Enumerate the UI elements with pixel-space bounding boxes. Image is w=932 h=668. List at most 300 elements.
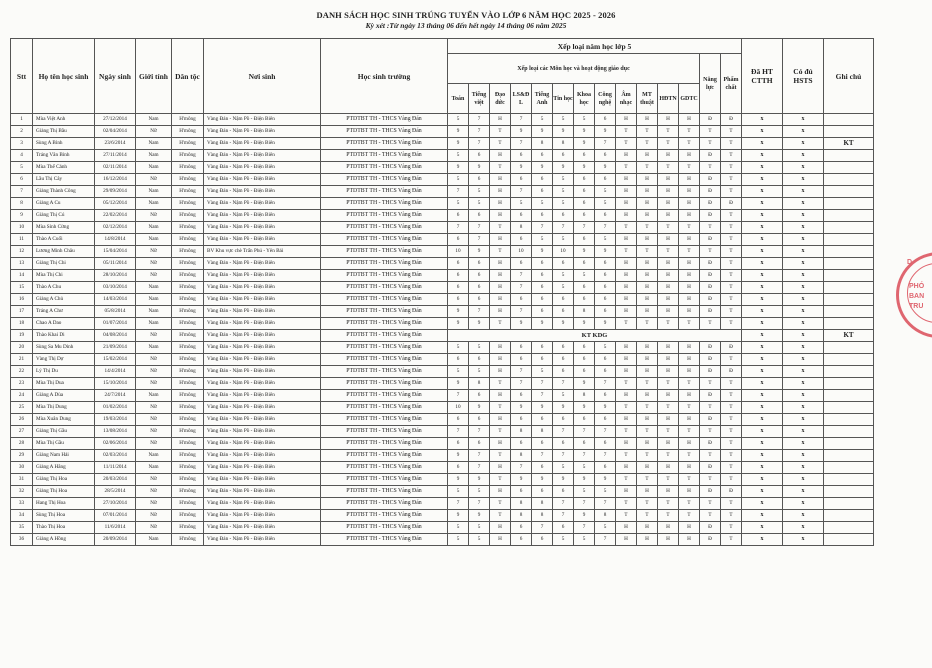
cell-gender: Nữ — [136, 402, 172, 414]
cell-subject: 6 — [469, 282, 490, 294]
cell-subject: 9 — [532, 318, 553, 330]
cell-gender: Nữ — [136, 510, 172, 522]
cell-subject: 6 — [553, 258, 574, 270]
cell-quality: T — [721, 222, 742, 234]
cell-ethnic: H'mông — [172, 366, 204, 378]
cell-subject: 6 — [595, 270, 616, 282]
cell-subject: 6 — [553, 486, 574, 498]
cell-dob: 02/12/2014 — [95, 222, 136, 234]
cell-ability: Đ — [700, 342, 721, 354]
cell-note — [824, 366, 874, 378]
cell-ability: T — [700, 426, 721, 438]
cell-subject: T — [679, 318, 700, 330]
cell-subject: H — [616, 234, 637, 246]
cell-name: Mùa Sinh Cừng — [33, 222, 95, 234]
cell-subject: 5 — [448, 534, 469, 546]
cell-ctth: x — [742, 210, 783, 222]
cell-subject: 6 — [574, 294, 595, 306]
cell-name: Mùa Thế Cảnh — [33, 162, 95, 174]
header-subject: Tiếng Anh — [532, 84, 553, 114]
cell-subject: H — [616, 438, 637, 450]
cell-gender: Nữ — [136, 210, 172, 222]
header-ability: Năng lực — [700, 54, 721, 114]
cell-subject: H — [637, 306, 658, 318]
cell-name: Giàng A Hồng — [33, 534, 95, 546]
cell-subject: 5 — [574, 114, 595, 126]
cell-subject: 6 — [532, 270, 553, 282]
cell-subject: 6 — [511, 258, 532, 270]
cell-subject: 8 — [511, 450, 532, 462]
cell-subject: H — [490, 294, 511, 306]
cell-dob: 16/12/2014 — [95, 174, 136, 186]
cell-subject: 5 — [595, 198, 616, 210]
cell-subject: 6 — [595, 306, 616, 318]
cell-subject: T — [616, 510, 637, 522]
cell-subject: T — [616, 162, 637, 174]
cell-subject: 5 — [553, 462, 574, 474]
cell-subject: 6 — [532, 438, 553, 450]
cell-subject: T — [490, 402, 511, 414]
cell-subject: H — [616, 282, 637, 294]
cell-subject: 6 — [469, 174, 490, 186]
cell-name: Chao A Dao — [33, 318, 95, 330]
cell-subject: 9 — [511, 318, 532, 330]
cell-subject: 6 — [574, 234, 595, 246]
cell-subject: T — [658, 498, 679, 510]
cell-subject: 7 — [469, 222, 490, 234]
cell-subject: H — [658, 366, 679, 378]
cell-quality: T — [721, 246, 742, 258]
cell-subject: T — [679, 378, 700, 390]
cell-subject: 6 — [448, 294, 469, 306]
cell-subject: 5 — [469, 198, 490, 210]
cell-stt: 19 — [11, 330, 33, 342]
cell-subject: 5 — [469, 534, 490, 546]
cell-subject: 7 — [532, 378, 553, 390]
cell-subject: 9 — [553, 318, 574, 330]
cell-subject: T — [637, 246, 658, 258]
cell-subject: H — [658, 294, 679, 306]
header-stt: Stt — [11, 39, 33, 114]
cell-subject: 7 — [511, 270, 532, 282]
cell-subject: 7 — [448, 498, 469, 510]
cell-subject: 9 — [448, 138, 469, 150]
cell-birthplace: Vàng Đán - Nậm Pồ - Điện Biên — [204, 402, 321, 414]
cell-stt: 15 — [11, 282, 33, 294]
cell-subject: 9 — [532, 126, 553, 138]
cell-subject: H — [679, 234, 700, 246]
cell-subject: 7 — [595, 222, 616, 234]
cell-subject: 7 — [574, 522, 595, 534]
cell-ethnic: H'mông — [172, 270, 204, 282]
cell-subject: 9 — [448, 306, 469, 318]
table-row — [11, 498, 874, 510]
cell-quality: T — [721, 306, 742, 318]
cell-name: Vàng Thị Dợ — [33, 354, 95, 366]
cell-name: Giàng Thành Công — [33, 186, 95, 198]
cell-ability: Đ — [700, 306, 721, 318]
cell-subject: H — [616, 366, 637, 378]
cell-hsts: x — [783, 222, 824, 234]
cell-subject: 9 — [448, 450, 469, 462]
cell-subject: H — [637, 114, 658, 126]
table-row — [11, 258, 874, 270]
cell-subject: H — [637, 186, 658, 198]
cell-gender: Nữ — [136, 270, 172, 282]
cell-subject: 8 — [595, 510, 616, 522]
cell-subject: T — [658, 246, 679, 258]
cell-school: PTDTBT TH - THCS Vàng Đán — [321, 150, 448, 162]
table-row — [11, 246, 874, 258]
cell-note — [824, 378, 874, 390]
cell-subject: 7 — [469, 234, 490, 246]
cell-ability: T — [700, 222, 721, 234]
cell-dob: 20/09/2014 — [95, 534, 136, 546]
cell-subject: 9 — [595, 126, 616, 138]
cell-name: Thào Khai Di — [33, 330, 95, 342]
cell-birthplace: Vàng Đán - Nậm Pồ - Điện Biên — [204, 534, 321, 546]
cell-birthplace: Vàng Đán - Nậm Pồ - Điện Biên — [204, 306, 321, 318]
cell-subject: H — [679, 198, 700, 210]
cell-school: PTDTBT TH - THCS Vàng Đán — [321, 438, 448, 450]
cell-subject: 7 — [574, 498, 595, 510]
cell-subject: 5 — [553, 198, 574, 210]
cell-ethnic: H'mông — [172, 342, 204, 354]
cell-subject: 5 — [448, 522, 469, 534]
cell-note — [824, 306, 874, 318]
table-row — [11, 462, 874, 474]
cell-hsts: x — [783, 390, 824, 402]
cell-subject: 9 — [595, 162, 616, 174]
cell-subject: H — [658, 306, 679, 318]
cell-birthplace: Vàng Đán - Nậm Pồ - Điện Biên — [204, 414, 321, 426]
cell-ethnic: H'mông — [172, 162, 204, 174]
cell-hsts: x — [783, 522, 824, 534]
cell-gender: Nam — [136, 198, 172, 210]
cell-ability: Đ — [700, 282, 721, 294]
cell-quality: T — [721, 270, 742, 282]
cell-subject: 6 — [595, 438, 616, 450]
cell-stt: 1 — [11, 114, 33, 126]
cell-subject: T — [658, 162, 679, 174]
cell-ctth: x — [742, 174, 783, 186]
cell-dob: 20/03/2014 — [95, 474, 136, 486]
cell-note — [824, 426, 874, 438]
cell-subject: H — [616, 150, 637, 162]
cell-quality: T — [721, 318, 742, 330]
cell-subject: H — [637, 150, 658, 162]
cell-subject: 6 — [511, 438, 532, 450]
cell-subject: 5 — [553, 186, 574, 198]
cell-name: Lầu Thị Cây — [33, 174, 95, 186]
cell-subject: 6 — [595, 114, 616, 126]
cell-gender: Nữ — [136, 126, 172, 138]
cell-subject: 6 — [553, 210, 574, 222]
table-row — [11, 522, 874, 534]
cell-note — [824, 474, 874, 486]
cell-quality: T — [721, 258, 742, 270]
cell-stt: 18 — [11, 318, 33, 330]
cell-subject: H — [679, 294, 700, 306]
cell-ethnic: H'mông — [172, 174, 204, 186]
cell-subject: H — [490, 210, 511, 222]
cell-subject: 7 — [448, 426, 469, 438]
cell-subject: 9 — [532, 474, 553, 486]
cell-ability: Đ — [700, 150, 721, 162]
cell-ethnic: H'mông — [172, 474, 204, 486]
cell-quality: T — [721, 414, 742, 426]
cell-subject: 9 — [469, 162, 490, 174]
cell-ctth: x — [742, 342, 783, 354]
cell-note — [824, 162, 874, 174]
cell-ability: Đ — [700, 174, 721, 186]
cell-gender: Nữ — [136, 426, 172, 438]
cell-birthplace: Vàng Đán - Nậm Pồ - Điện Biên — [204, 486, 321, 498]
cell-dob: 05/11/2014 — [95, 258, 136, 270]
header-subjects-group: Xếp loại các Môn học và hoạt động giáo dục — [448, 54, 700, 84]
cell-quality: T — [721, 282, 742, 294]
cell-hsts: x — [783, 186, 824, 198]
cell-gender: Nam — [136, 462, 172, 474]
cell-dob: 02/03/2014 — [95, 450, 136, 462]
cell-kt-kdg: KT KDG — [448, 330, 742, 342]
cell-subject: T — [490, 378, 511, 390]
cell-subject: T — [490, 474, 511, 486]
cell-ctth: x — [742, 234, 783, 246]
cell-subject: H — [679, 486, 700, 498]
cell-subject: 6 — [448, 210, 469, 222]
cell-subject: 8 — [532, 426, 553, 438]
cell-gender: Nam — [136, 306, 172, 318]
cell-quality: T — [721, 402, 742, 414]
cell-dob: 29/09/2014 — [95, 186, 136, 198]
cell-subject: 7 — [553, 222, 574, 234]
cell-subject: H — [679, 534, 700, 546]
cell-dob: 03/10/2014 — [95, 282, 136, 294]
cell-subject: 5 — [553, 114, 574, 126]
cell-note — [824, 402, 874, 414]
cell-hsts: x — [783, 282, 824, 294]
cell-hsts: x — [783, 510, 824, 522]
cell-gender: Nam — [136, 390, 172, 402]
cell-subject: 5 — [553, 270, 574, 282]
cell-subject: 5 — [574, 462, 595, 474]
cell-subject: 9 — [469, 510, 490, 522]
cell-ethnic: H'mông — [172, 414, 204, 426]
table-row — [11, 354, 874, 366]
cell-ctth: x — [742, 330, 783, 342]
cell-ability: Đ — [700, 354, 721, 366]
cell-subject: H — [490, 186, 511, 198]
cell-ethnic: H'mông — [172, 522, 204, 534]
cell-stt: 25 — [11, 402, 33, 414]
cell-hsts: x — [783, 210, 824, 222]
cell-school: PTDTBT TH - THCS Vàng Đán — [321, 462, 448, 474]
cell-subject: T — [679, 246, 700, 258]
cell-subject: T — [490, 498, 511, 510]
cell-subject: 7 — [448, 390, 469, 402]
cell-subject: 7 — [448, 186, 469, 198]
cell-ability: T — [700, 126, 721, 138]
cell-school: PTDTBT TH - THCS Vàng Đán — [321, 354, 448, 366]
table-row — [11, 222, 874, 234]
table-row — [11, 474, 874, 486]
cell-subject: T — [679, 474, 700, 486]
cell-subject: 5 — [448, 486, 469, 498]
cell-subject: 6 — [532, 210, 553, 222]
cell-subject: H — [616, 210, 637, 222]
cell-subject: H — [679, 282, 700, 294]
cell-subject: H — [616, 462, 637, 474]
cell-subject: 6 — [511, 534, 532, 546]
cell-ability: T — [700, 378, 721, 390]
cell-subject: 7 — [574, 450, 595, 462]
cell-birthplace: Vàng Đán - Nậm Pồ - Điện Biên — [204, 282, 321, 294]
cell-stt: 16 — [11, 294, 33, 306]
cell-name: Thào Thị Hoa — [33, 522, 95, 534]
cell-subject: H — [490, 198, 511, 210]
cell-subject: 6 — [595, 366, 616, 378]
cell-quality: T — [721, 450, 742, 462]
table-row — [11, 366, 874, 378]
cell-school: PTDTBT TH - THCS Vàng Đán — [321, 174, 448, 186]
cell-school: PTDTBT TH - THCS Vàng Đán — [321, 534, 448, 546]
cell-stt: 17 — [11, 306, 33, 318]
cell-gender: Nam — [136, 138, 172, 150]
cell-subject: 9 — [532, 246, 553, 258]
cell-ctth: x — [742, 498, 783, 510]
cell-ability: Đ — [700, 270, 721, 282]
cell-dob: 02/04/2014 — [95, 126, 136, 138]
cell-birthplace: Vàng Đán - Nậm Pồ - Điện Biên — [204, 462, 321, 474]
cell-subject: T — [658, 222, 679, 234]
header-subject: Khoa học — [574, 84, 595, 114]
cell-subject: 9 — [574, 378, 595, 390]
cell-subject: 9 — [469, 474, 490, 486]
cell-note — [824, 174, 874, 186]
cell-subject: 6 — [574, 414, 595, 426]
cell-name: Mùa Thị Dung — [33, 402, 95, 414]
cell-subject: 6 — [574, 438, 595, 450]
cell-ability: T — [700, 318, 721, 330]
cell-subject: 6 — [532, 486, 553, 498]
cell-ability: Đ — [700, 114, 721, 126]
cell-subject: T — [637, 222, 658, 234]
cell-subject: H — [658, 282, 679, 294]
cell-birthplace: Vàng Đán - Nậm Pồ - Điện Biên — [204, 162, 321, 174]
cell-subject: 6 — [448, 270, 469, 282]
cell-stt: 11 — [11, 234, 33, 246]
cell-subject: 9 — [595, 474, 616, 486]
cell-school: PTDTBT TH - THCS Vàng Đán — [321, 522, 448, 534]
table-row — [11, 318, 874, 330]
cell-ctth: x — [742, 126, 783, 138]
cell-dob: 27/10/2014 — [95, 498, 136, 510]
cell-stt: 22 — [11, 366, 33, 378]
cell-subject: 6 — [469, 414, 490, 426]
cell-quality: Đ — [721, 114, 742, 126]
cell-birthplace: Vàng Đán - Nậm Pồ - Điện Biên — [204, 318, 321, 330]
cell-subject: H — [490, 258, 511, 270]
cell-ability: T — [700, 450, 721, 462]
cell-quality: T — [721, 162, 742, 174]
cell-gender: Nam — [136, 318, 172, 330]
cell-subject: 5 — [595, 234, 616, 246]
cell-ctth: x — [742, 486, 783, 498]
cell-ethnic: H'mông — [172, 258, 204, 270]
cell-birthplace: Vàng Đán - Nậm Pồ - Điện Biên — [204, 378, 321, 390]
cell-hsts: x — [783, 474, 824, 486]
header-subject: LS&Đ L — [511, 84, 532, 114]
cell-gender: Nữ — [136, 414, 172, 426]
cell-subject: 5 — [532, 114, 553, 126]
cell-subject: 9 — [511, 402, 532, 414]
cell-subject: H — [616, 522, 637, 534]
cell-birthplace: BV Khu vực chè Trấn Phú - Yên Bái — [204, 246, 321, 258]
cell-stt: 34 — [11, 510, 33, 522]
cell-subject: 7 — [469, 306, 490, 318]
cell-ctth: x — [742, 534, 783, 546]
cell-subject: 8 — [511, 498, 532, 510]
cell-ctth: x — [742, 318, 783, 330]
cell-subject: 9 — [595, 246, 616, 258]
cell-subject: 9 — [448, 510, 469, 522]
header-school: Học sinh trường — [321, 39, 448, 114]
cell-subject: 6 — [532, 342, 553, 354]
cell-subject: 7 — [511, 186, 532, 198]
cell-quality: T — [721, 522, 742, 534]
cell-name: Mùa Xuân Dung — [33, 414, 95, 426]
cell-subject: 10 — [448, 402, 469, 414]
header-ctth: Đã HT CTTH — [742, 39, 783, 114]
cell-subject: H — [616, 486, 637, 498]
cell-note — [824, 354, 874, 366]
cell-subject: 6 — [574, 174, 595, 186]
cell-subject: H — [490, 438, 511, 450]
cell-subject: 5 — [469, 486, 490, 498]
cell-dob: 11/6/2014 — [95, 522, 136, 534]
cell-quality: T — [721, 174, 742, 186]
cell-school: PTDTBT TH - THCS Vàng Đán — [321, 450, 448, 462]
cell-subject: 6 — [553, 522, 574, 534]
cell-subject: 5 — [448, 174, 469, 186]
cell-stt: 12 — [11, 246, 33, 258]
cell-hsts: x — [783, 126, 824, 138]
cell-subject: H — [490, 234, 511, 246]
cell-subject: 5 — [469, 366, 490, 378]
cell-subject: 7 — [595, 498, 616, 510]
header-subject: HĐTN — [658, 84, 679, 114]
cell-subject: H — [679, 462, 700, 474]
cell-dob: 14/4/2014 — [95, 366, 136, 378]
cell-subject: 9 — [511, 474, 532, 486]
cell-subject: H — [637, 522, 658, 534]
cell-note: KT — [824, 330, 874, 342]
cell-subject: H — [490, 174, 511, 186]
cell-subject: 5 — [595, 522, 616, 534]
cell-quality: T — [721, 378, 742, 390]
cell-ctth: x — [742, 414, 783, 426]
cell-subject: H — [490, 270, 511, 282]
cell-subject: H — [679, 186, 700, 198]
cell-subject: 7 — [574, 222, 595, 234]
cell-ethnic: H'mông — [172, 450, 204, 462]
table-row — [11, 306, 874, 318]
cell-subject: H — [658, 258, 679, 270]
cell-note — [824, 318, 874, 330]
cell-subject: 7 — [532, 390, 553, 402]
header-gender: Giới tính — [136, 39, 172, 114]
